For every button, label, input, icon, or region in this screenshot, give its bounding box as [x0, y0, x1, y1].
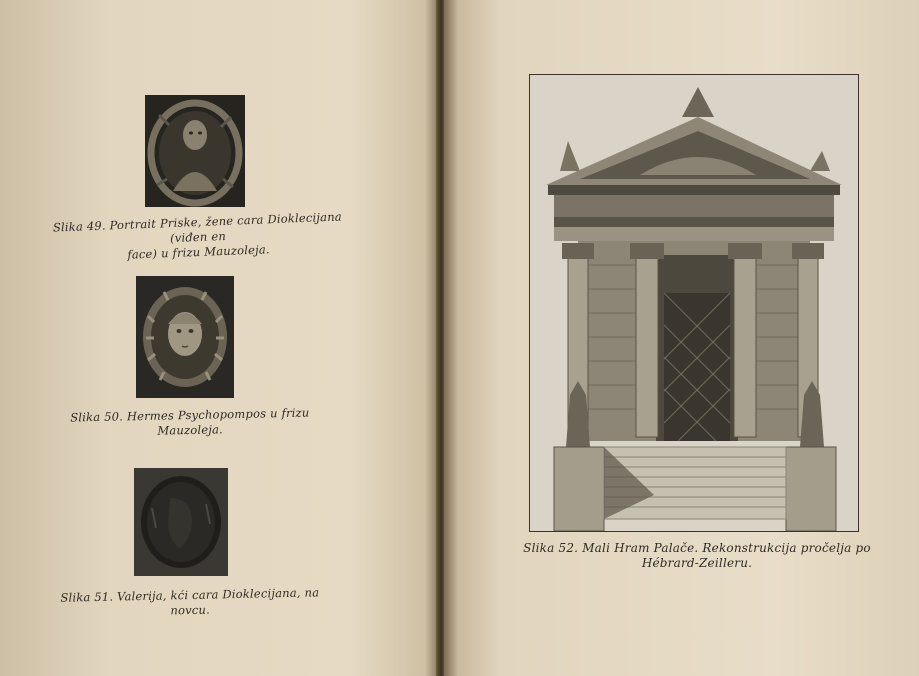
temple-facade-icon — [529, 74, 859, 532]
figure-49-caption — [37, 209, 358, 266]
figure-51-caption-text: Slika 51. Valerija, kći cara Dioklecijana, na novcu. — [60, 585, 320, 618]
coin-icon — [134, 468, 228, 576]
figure-51-caption — [40, 585, 341, 621]
figure-52-caption-line1: Slika 52. Mali Hram Palače. Rekonstrukcija pročelja po — [523, 541, 871, 555]
left-page — [0, 0, 438, 676]
relief-portrait-icon — [145, 95, 245, 207]
figure-52-caption-line2: Hébrard-Zeilleru. — [641, 556, 753, 570]
figure-49-caption-line1: Slika 49. Portrait Priske, žene cara Dioklecijana (viđen en — [52, 209, 343, 246]
figure-50-caption-text: Slika 50. Hermes Psychopompos u frizu Mauzoleja. — [70, 405, 310, 438]
medallion-head-icon — [136, 276, 234, 398]
figure-50-caption — [40, 405, 341, 441]
figure-52-caption — [522, 541, 872, 571]
figure-49-caption-line2: face) u frizu Mauzoleja. — [127, 242, 271, 262]
